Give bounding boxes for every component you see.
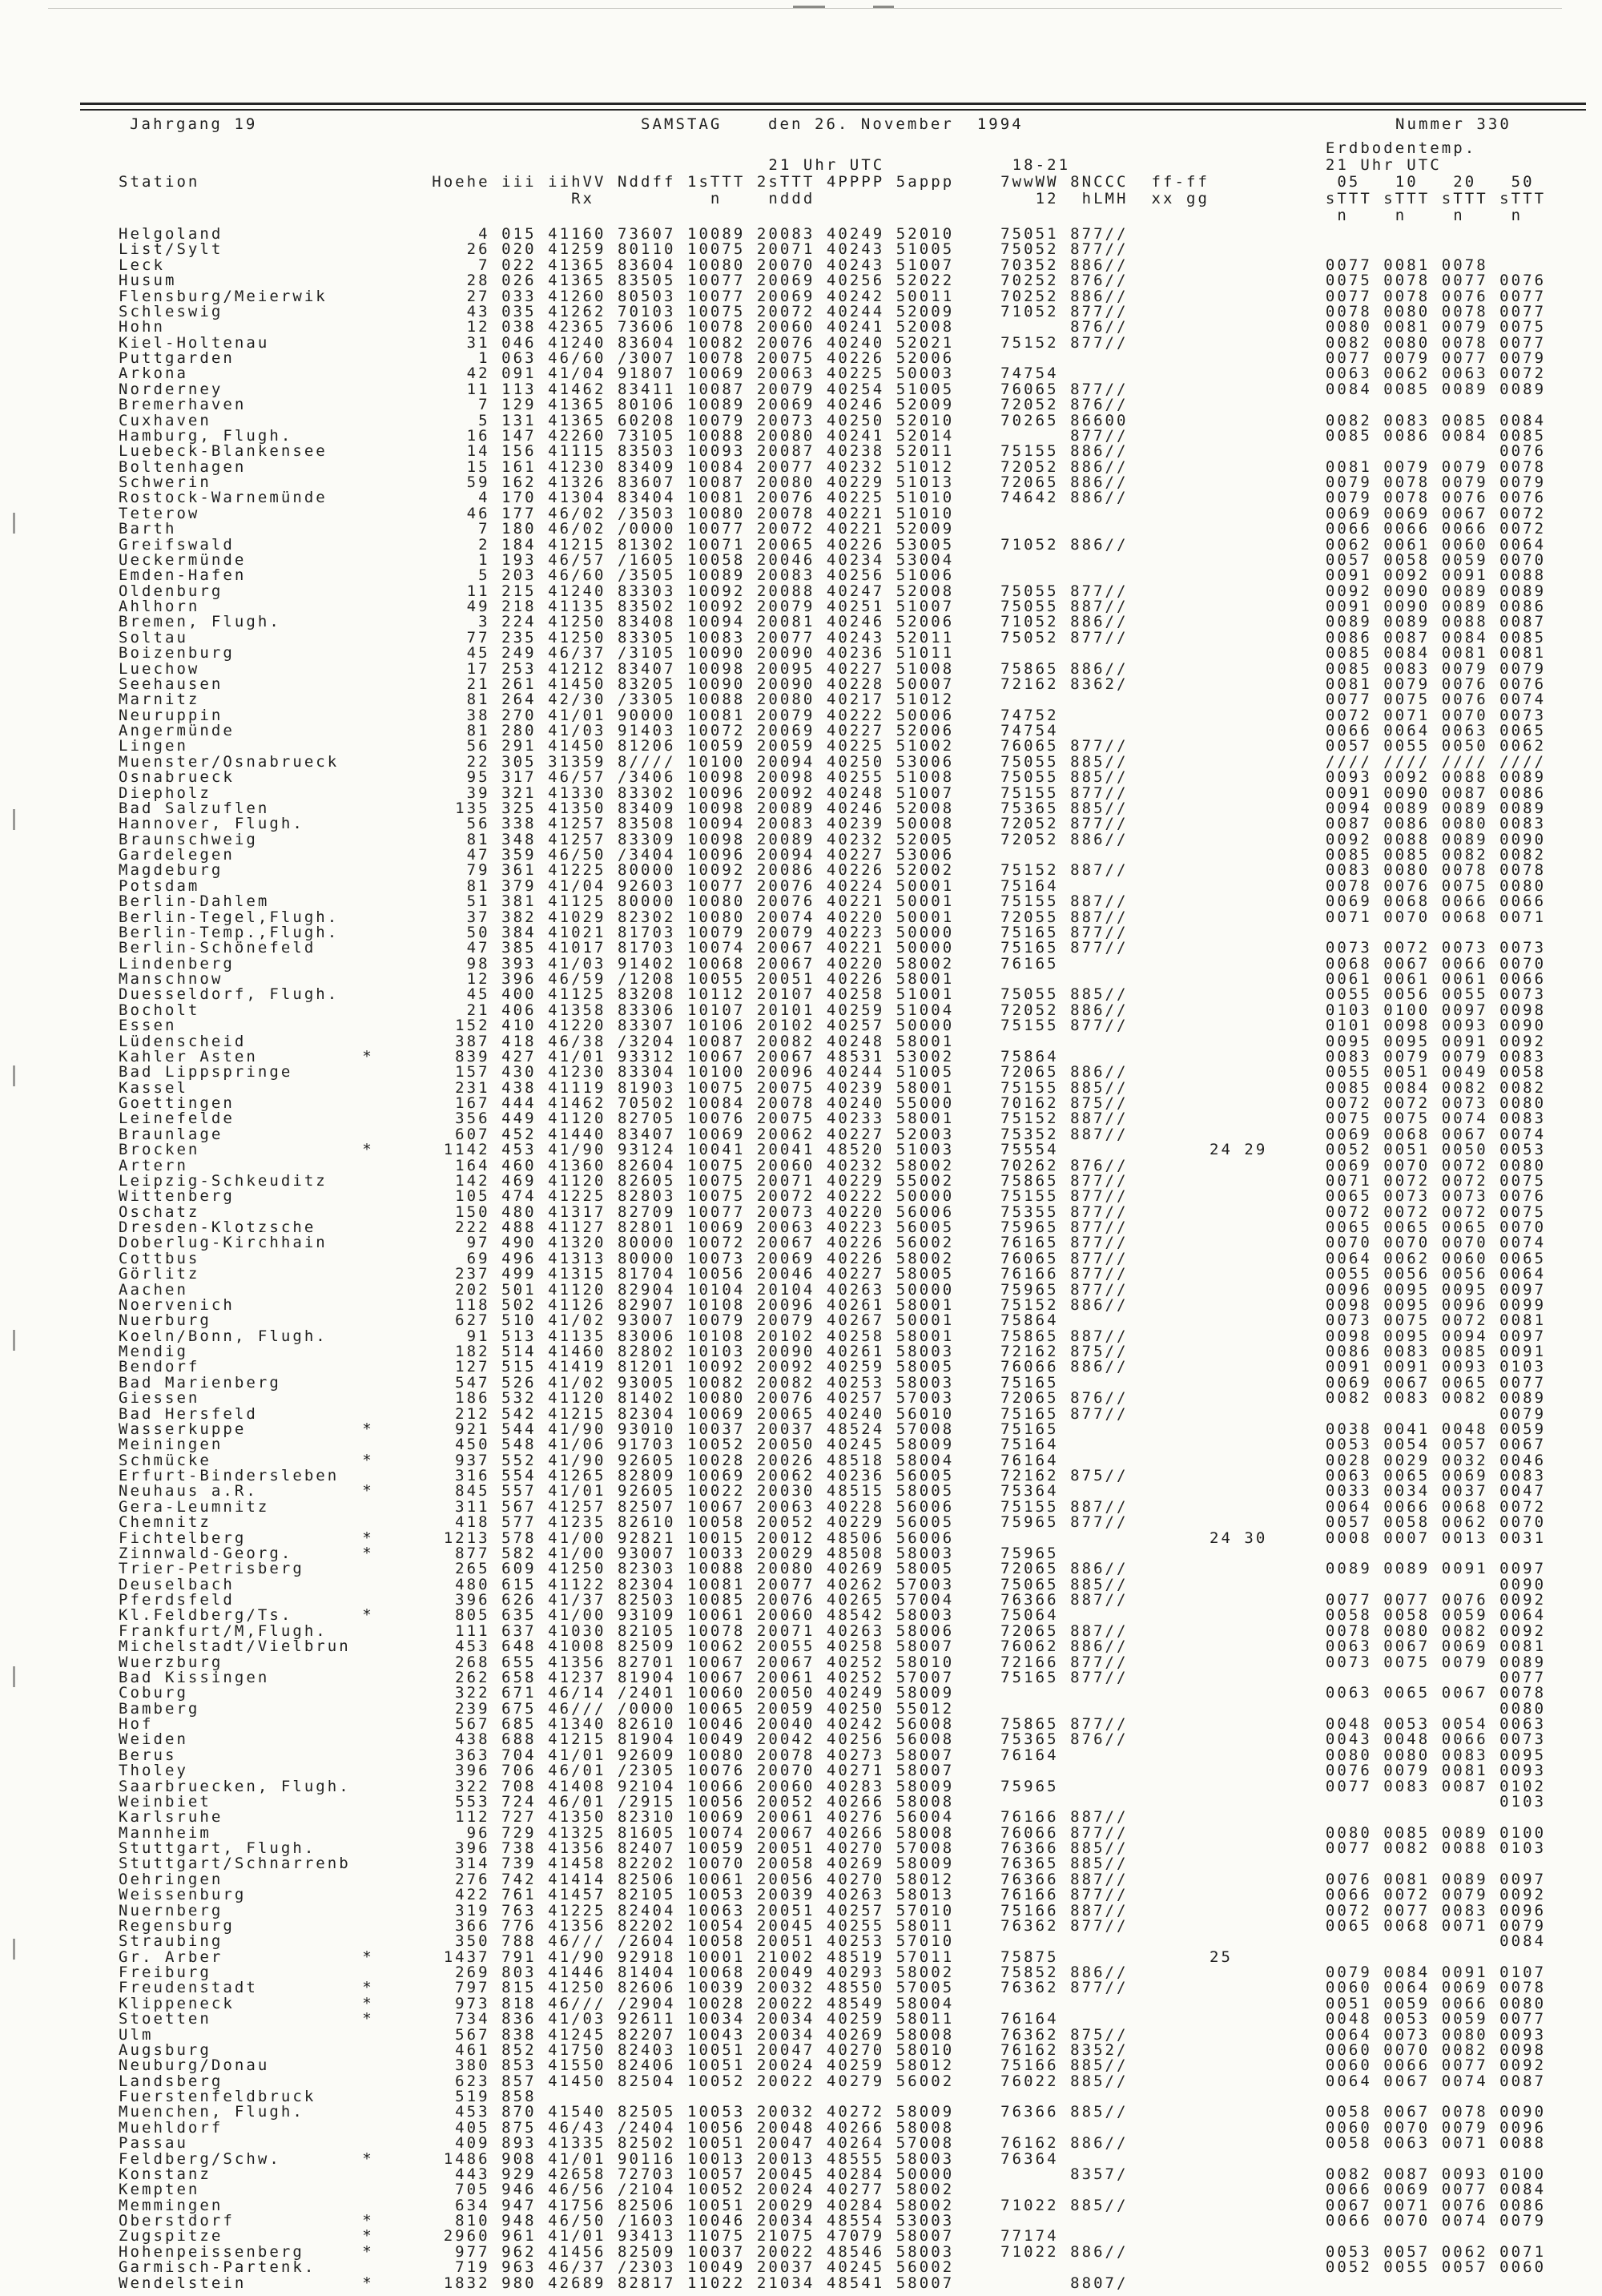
station-row: Bad Kissingen 262 658 41237 81904 10067 20061 40252 57007 75165 877// 0077 [119,1668,1547,1686]
station-row: Duesseldorf, Flugh. 45 400 41125 83208 10112 20107 40258 51001 75055 885// 0055 0056 0055 0073 [119,985,1547,1004]
station-row: Oschatz 150 480 41317 82709 10077 20073 40220 56006 75355 877// 0072 0072 0072 0075 [119,1202,1547,1221]
station-row: Berlin-Schönefeld 47 385 41017 81703 10074 20067 40221 50000 75165 877// 0073 0072 0073 0073 [119,939,1547,957]
station-row: Deuselbach 480 615 41122 82304 10081 20077 40262 57003 75065 885// 0090 [119,1575,1547,1593]
scan-artifact [13,1666,15,1687]
header-line-h4: Rx n nddd 12 hLMH xx gg sTTT sTTT sTTT sTTT [119,190,1547,207]
station-row: Feldberg/Schw. * 1486 908 41/01 90116 10013 20013 48555 58003 76364 [119,2149,1059,2168]
station-row: Stoetten * 734 836 41/03 92611 10034 20034 40259 58011 76164 0048 0053 0059 0077 [119,2010,1547,2028]
scan-artifact [793,6,825,8]
issue-number-label: Nummer 330 [1395,115,1511,133]
station-row: Wasserkuppe * 921 544 41/90 93010 10037 20037 48524 57008 75165 0038 0041 0048 0059 [119,1420,1547,1438]
station-row: Kl.Feldberg/Ts. * 805 635 41/00 93109 10061 20060 48542 58003 75064 0058 0058 0059 0064 [119,1606,1547,1625]
station-row: Berlin-Tegel,Flugh. 37 382 41029 82302 10080 20074 40220 50001 72055 887// 0071 0070 0068 0071 [119,908,1547,926]
station-row: Chemnitz 418 577 41235 82610 10058 20052 40229 56005 75965 877// 0057 0058 0062 0070 [119,1513,1547,1532]
station-row: Mendig 182 514 41460 82802 10103 20090 40261 58003 72162 875// 0086 0083 0085 0091 [119,1343,1547,1360]
station-row: Oldenburg 11 215 41240 83303 10092 20088 40247 52008 75055 877// 0092 0090 0089 0089 [119,582,1547,600]
station-row: Michelstadt/Vielbrun 453 648 41008 82509 10062 20055 40258 58007 76062 886// 0063 0067 0069 0081 [119,1637,1547,1656]
header-line-h1: Erdbodentemp. [119,139,1477,157]
station-row: Soltau 77 235 41250 83305 10083 20077 40243 52011 75052 877// 0086 0087 0084 0085 [119,628,1547,647]
station-row: Fichtelberg * 1213 578 41/00 92821 10015 20012 48506 56006 24 30 0008 0007 0013 0031 [119,1529,1547,1547]
station-row: Goettingen 167 444 41462 70502 10084 20078 40240 55000 70162 875// 0072 0072 0073 0080 [119,1094,1547,1112]
station-row: Luechow 17 253 41212 83407 10098 20095 40227 51008 75865 886// 0085 0083 0079 0079 [119,659,1547,678]
data-rows [119,227,1546,2291]
scan-artifact [48,8,1562,9]
station-row: Stuttgart/Schnarrenb 314 739 41458 82202 10070 20058 40269 58009 76365 885// [119,1855,1129,1873]
header-line-h5: n n n n [119,207,1524,224]
station-row: Hannover, Flugh. 56 338 41257 83508 10094 20083 40239 50008 72052 877// 0087 0086 0080 0083 [119,815,1547,833]
station-row: Klippeneck * 973 818 46/// /2904 10028 20022 48549 58004 0051 0059 0066 0080 [119,1994,1547,2012]
scan-artifact [13,1330,15,1351]
station-row: Diepholz 39 321 41330 83302 10096 20092 40248 51007 75155 877// 0091 0090 0087 0086 [119,783,1547,802]
top-rule-light [80,109,1586,111]
station-row: Muenchen, Flugh. 453 870 41540 82505 10053 20032 40272 58009 76366 885// 0058 0067 0078 0090 [119,2103,1547,2121]
station-row: Kiel-Holtenau 31 046 41240 83604 10082 20076 40240 52021 75152 877// 0082 0080 0078 0077 [119,333,1547,352]
station-row: Cottbus 69 496 41313 80000 10073 20069 40226 58002 76065 877// 0064 0062 0060 0065 [119,1249,1547,1267]
station-row: Giessen 186 532 41120 81402 10080 20076 40257 57003 72065 876// 0082 0083 0082 0089 [119,1389,1547,1408]
station-row: Nuernberg 319 763 41225 82404 10063 20051 40257 57010 75166 887// 0072 0077 0083 0096 [119,1901,1547,1919]
station-row: Zugspitze * 2960 961 41/01 93413 11075 21075 47079 58007 77174 [119,2227,1059,2246]
station-row: Straubing 350 788 46/// /2604 10058 20051 40253 57010 0084 [119,1932,1547,1951]
station-row: Cuxhaven 5 131 41365 60208 10079 20073 40250 52010 70265 86600 0082 0083 0085 0084 [119,411,1547,429]
station-row: Erfurt-Bindersleben 316 554 41265 82809 10069 20062 40236 56005 72162 875// 0063 0065 0069 0083 [119,1467,1547,1484]
station-row: Gr. Arber * 1437 791 41/90 92918 10001 21002 48519 57011 75875 25 [119,1948,1233,1966]
weekday-label: SAMSTAG [641,115,723,133]
station-row: Regensburg 366 776 41356 82202 10054 20045 40255 58011 76362 877// 0065 0068 0071 0079 [119,1916,1547,1935]
station-row: Bad Salzuflen 135 325 41350 83409 10098 20089 40246 52008 75365 885// 0094 0089 0089 0089 [119,799,1547,817]
station-row: Rostock-Warnemünde 4 170 41304 83404 10081 20076 40225 51010 74642 886// 0079 0078 0076 0076 [119,489,1547,507]
station-row: List/Sylt 26 020 41259 80110 10075 20071 40243 51005 75052 877// [119,240,1129,259]
station-row: Bad Marienberg 547 526 41/02 93005 10082 20082 40253 58003 75165 0069 0067 0065 0077 [119,1373,1547,1392]
station-row: Fuerstenfeldbruck 519 858 [119,2088,537,2105]
station-row: Osnabrueck 95 317 46/57 /3406 10098 20098 40255 51008 75055 885// 0093 0092 0088 0089 [119,768,1547,787]
station-row: Muenster/Osnabrueck 22 305 31359 8//// 10100 20094 40250 53006 75055 885// //// //// //// //// [119,752,1547,771]
station-row: Coburg 322 671 46/14 /2401 10060 20050 40249 58009 0063 0065 0067 0078 [119,1684,1547,1702]
station-row: Konstanz 443 929 42658 72703 10057 20045 40284 50000 8357/ 0082 0087 0093 0100 [119,2165,1547,2183]
station-row: Neuhaus a.R. * 845 557 41/01 92605 10022 20030 48515 58005 75364 0033 0034 0037 0047 [119,1482,1547,1500]
station-row: Manschnow 12 396 46/59 /1208 10055 20051 40226 58001 0061 0061 0061 0066 [119,970,1547,988]
station-row: Garmisch-Partenk. 719 963 46/37 /2303 10049 20037 40245 56002 0052 0055 0057 0060 [119,2258,1547,2277]
date-label: den 26. November 1994 [768,115,1024,133]
station-row: Augsburg 461 852 41750 82403 10051 20047 40270 58010 76162 8352/ 0060 0070 0082 0098 [119,2040,1547,2059]
station-row: Doberlug-Kirchhain 97 490 41320 80000 10072 20067 40226 56002 76165 877// 0070 0070 0070 0074 [119,1234,1547,1252]
station-row: Berus 363 704 41/01 92609 10080 20078 40273 58007 76164 0080 0080 0083 0095 [119,1746,1547,1764]
station-row: Kassel 231 438 41119 81903 10075 20075 40239 58001 75155 885// 0085 0084 0082 0082 [119,1078,1547,1097]
station-row: Puttgarden 1 063 46/60 /3007 10078 20075 40226 52006 0077 0079 0077 0079 [119,349,1547,367]
station-row: Helgoland 4 015 41160 73607 10089 20083 40249 52010 75051 877// [119,225,1129,243]
station-row: Arkona 42 091 41/04 91807 10069 20063 40225 50003 74754 0063 0062 0063 0072 [119,365,1547,383]
station-row: Freiburg 269 803 41446 81404 10068 20049 40293 58002 75852 886// 0079 0084 0091 0107 [119,1964,1547,1981]
station-row: Kempten 705 946 46/56 /2104 10052 20024 40277 58002 0066 0069 0077 0084 [119,2181,1547,2199]
header-line-h2: 21 Uhr UTC 18-21 21 Uhr UTC [119,156,1442,174]
station-row: Neuruppin 38 270 41/01 90000 10081 20079 40222 50006 74752 0072 0071 0070 0073 [119,706,1547,724]
top-rule-heavy [80,103,1586,105]
station-row: Schmücke * 937 552 41/90 92605 10028 20026 48518 58004 76164 0028 0029 0032 0046 [119,1451,1547,1469]
station-row: Essen 152 410 41220 83307 10106 20102 40257 50000 75155 877// 0101 0098 0093 0090 [119,1017,1547,1035]
station-row: Oberstdorf * 810 948 46/50 /1603 10046 20034 48554 53003 0066 0070 0074 0079 [119,2212,1547,2230]
station-row: Greifswald 2 184 41215 81302 10071 20065 40226 53005 71052 886// 0062 0061 0060 0064 [119,535,1547,554]
station-row: Hohn 12 038 42365 73606 10078 20060 40241 52008 876// 0080 0081 0079 0075 [119,318,1547,336]
station-row: Landsberg 623 857 41450 82504 10052 20022 40279 56002 76022 885// 0064 0067 0074 0087 [119,2072,1547,2090]
station-row: Weissenburg 422 761 41457 82105 10053 20039 40263 58013 76166 877// 0066 0072 0079 0092 [119,1886,1547,1904]
scan-artifact [13,1939,15,1960]
station-row: Tholey 396 706 46/01 /2305 10076 20070 40271 58007 0076 0079 0081 0093 [119,1762,1547,1780]
station-row: Muehldorf 405 875 46/43 /2404 10056 20048 40266 58008 0060 0070 0079 0096 [119,2118,1547,2137]
station-row: Artern 164 460 41360 82604 10075 20060 40232 58002 70262 876// 0069 0070 0072 0080 [119,1156,1547,1174]
station-row: Weinbiet 553 724 46/01 /2915 10056 20052 40266 58008 0103 [119,1792,1547,1811]
header-line-h3: Station Hoehe iii iihVV Nddff 1sTTT 2sTTT 4PPPP 5appp 7wwWW 8NCCC ff-ff 05 10 20 50 [119,173,1535,191]
station-row: Noervenich 118 502 41126 82907 10108 20096 40261 58001 75152 886// 0098 0095 0096 0099 [119,1295,1547,1314]
station-row: Lüdenscheid 387 418 46/38 /3204 10087 20082 40248 58001 0095 0095 0091 0092 [119,1032,1547,1050]
station-row: Saarbruecken, Flugh. 322 708 41408 92104 10066 20060 40283 58009 75965 0077 0083 0087 0102 [119,1777,1547,1795]
station-row: Bad Lippspringe 157 430 41230 83304 10100 20096 40244 51005 72065 886// 0055 0051 0049 0058 [119,1063,1547,1082]
station-row: Braunlage 607 452 41440 83407 10069 20062 40227 52003 75352 887// 0069 0068 0067 0074 [119,1125,1547,1143]
station-row: Gera-Leumnitz 311 567 41257 82507 10067 20063 40228 56006 75155 887// 0064 0066 0068 0072 [119,1497,1547,1516]
station-row: Trier-Petrisberg 265 609 41250 82303 10088 20080 40269 58005 72065 886// 0089 0089 0091 0097 [119,1560,1547,1578]
station-row: Barth 7 180 46/02 /0000 10077 20072 40221 52009 0066 0066 0066 0072 [119,520,1547,538]
station-row: Freudenstadt * 797 815 41250 82606 10039 20032 48550 57005 76362 877// 0060 0064 0069 0078 [119,1979,1547,1997]
station-row: Memmingen 634 947 41756 82506 10051 20029 40284 58002 71022 885// 0067 0071 0076 0086 [119,2196,1547,2214]
station-row: Luebeck-Blankensee 14 156 41115 83503 10093 20087 40238 52011 75155 886// 0076 [119,442,1547,461]
station-row: Bamberg 239 675 46/// /0000 10065 20059 40250 55012 0080 [119,1699,1547,1718]
station-row: Görlitz 237 499 41315 81704 10056 20046 40227 58005 76166 877// 0055 0056 0056 0064 [119,1265,1547,1283]
station-row: Frankfurt/M,Flugh. 111 637 41030 82105 10078 20071 40263 58006 72065 887// 0078 0080 0082 0092 [119,1621,1547,1640]
station-row: Bremerhaven 7 129 41365 80106 10089 20069 40246 52009 72052 876// [119,396,1129,414]
station-row: Berlin-Dahlem 51 381 41125 80000 10080 20076 40221 50001 75155 887// 0069 0068 0066 0066 [119,892,1547,911]
station-row: Husum 28 026 41365 83505 10077 20069 40256 52022 70252 876// 0075 0078 0077 0076 [119,272,1547,290]
station-row: Magdeburg 79 361 41225 80000 10092 20086 40226 52002 75152 887// 0083 0080 0078 0078 [119,861,1547,880]
station-row: Kahler Asten * 839 427 41/01 93312 10067 20067 48531 53002 75864 0083 0079 0079 0083 [119,1047,1547,1065]
station-row: Zinnwald-Georg. * 877 582 41/00 93007 10033 20029 48508 58003 75965 [119,1544,1059,1562]
column-headers [119,140,1546,224]
station-row: Teterow 46 177 46/02 /3503 10080 20078 40221 51010 0069 0069 0067 0072 [119,504,1547,522]
station-row: Pferdsfeld 396 626 41/37 82503 10085 20076 40265 57004 76366 887// 0077 0077 0076 0092 [119,1591,1547,1609]
station-row: Bocholt 21 406 41358 83306 10107 20101 40259 51004 72052 886// 0103 0100 0097 0098 [119,1001,1547,1019]
station-row: Wendelstein * 1832 980 42689 82817 11022 21034 48541 58007 8807/ [119,2274,1129,2292]
station-row: Boizenburg 45 249 46/37 /3105 10090 20090 40236 51011 0085 0084 0081 0081 [119,644,1547,663]
station-row: Schwerin 59 162 41326 83607 10087 20080 40229 51013 72065 886// 0079 0078 0079 0079 [119,473,1547,491]
station-row: Stuttgart, Flugh. 396 738 41356 82407 10059 20051 40270 57008 76366 885// 0077 0082 0088 0103 [119,1839,1547,1857]
station-row: Emden-Hafen 5 203 46/60 /3505 10089 20083 40256 51006 0091 0092 0091 0088 [119,566,1547,585]
station-row: Potsdam 81 379 41/04 92603 10077 20076 40224 50001 75164 0078 0076 0075 0080 [119,876,1547,895]
station-row: Neuburg/Donau 380 853 41550 82406 10051 20024 40259 58012 75166 885// 0060 0066 0077 0092 [119,2056,1547,2075]
station-row: Oehringen 276 742 41414 82506 10061 20056 40270 58012 76366 887// 0076 0081 0089 0097 [119,1870,1547,1888]
station-row: Lindenberg 98 393 41/03 91402 10068 20067 40220 58002 76165 0068 0067 0066 0070 [119,954,1547,973]
station-row: Bremen, Flugh. 3 224 41250 83408 10094 20081 40246 52006 71052 886// 0089 0089 0088 0087 [119,613,1547,631]
station-row: Nuerburg 627 510 41/02 93007 10079 20079 40267 50001 75864 0073 0075 0072 0081 [119,1311,1547,1330]
station-row: Norderney 11 113 41462 83411 10087 20079 40254 51005 76065 877// 0084 0085 0089 0089 [119,380,1547,398]
station-row: Passau 409 893 41335 82502 10051 20047 40264 57008 76162 886// 0058 0063 0071 0088 [119,2134,1547,2153]
station-row: Aachen 202 501 41120 82904 10104 20104 40263 50000 75965 877// 0096 0095 0095 0097 [119,1280,1547,1299]
station-row: Wittenberg 105 474 41225 82803 10075 20072 40222 50000 75155 877// 0065 0073 0073 0076 [119,1187,1547,1206]
station-row: Bendorf 127 515 41419 81201 10092 20092 40259 58005 76066 886// 0091 0091 0093 0103 [119,1358,1547,1376]
station-row: Ahlhorn 49 218 41135 83502 10092 20079 40251 51007 75055 887// 0091 0090 0089 0086 [119,598,1547,615]
station-row: Boltenhagen 15 161 41230 83409 10084 20077 40232 51012 72052 886// 0081 0079 0079 0078 [119,457,1547,476]
scan-artifact [13,809,15,830]
scan-artifact [13,1065,15,1086]
station-row: Hof 567 685 41340 82610 10046 20040 40242 56008 75865 877// 0048 0053 0054 0063 [119,1715,1547,1733]
masthead [119,115,1592,135]
station-row: Meiningen 450 548 41/06 91703 10052 20050 40245 58009 75164 0053 0054 0057 0067 [119,1436,1547,1454]
station-row: Ueckermünde 1 193 46/57 /1605 10058 20046 40234 53004 0057 0058 0059 0070 [119,550,1547,569]
station-row: Hohenpeissenberg * 977 962 41456 82509 10037 20022 48546 58003 71022 886// 0053 0057 0062 0071 [119,2242,1547,2261]
station-row: Dresden-Klotzsche 222 488 41127 82801 10069 20063 40223 56005 75965 877// 0065 0065 0065 0070 [119,1218,1547,1236]
station-row: Flensburg/Meierwik 27 033 41260 80503 10077 20069 40242 50011 70252 886// 0077 0078 0076 0077 [119,287,1547,305]
station-row: Ulm 567 838 41245 82207 10043 20034 40269 58008 76362 875// 0064 0073 0080 0093 [119,2025,1547,2044]
station-row: Brocken * 1142 453 41/90 93124 10041 20041 48520 51003 75554 24 29 0052 0051 0050 0053 [119,1141,1547,1159]
station-row: Leck 7 022 41365 83604 10080 20070 40243 51007 70352 886// 0077 0081 0078 [119,256,1488,274]
station-row: Berlin-Temp.,Flugh. 50 384 41021 81703 10079 20079 40223 50000 75165 877// [119,923,1129,941]
scan-artifact [873,6,894,8]
station-row: Leipzig-Schkeuditz 142 469 41120 82605 10075 20071 40229 55002 75865 877// 0071 0072 0072 0075 [119,1171,1547,1190]
station-row: Karlsruhe 112 727 41350 82310 10069 20061 40276 56004 76166 887// [119,1808,1129,1827]
station-row: Braunschweig 81 348 41257 83309 10098 20089 40232 52005 72052 886// 0092 0088 0089 0090 [119,830,1547,848]
volume-label: Jahrgang 19 [130,115,258,133]
station-row: Koeln/Bonn, Flugh. 91 513 41135 83006 10108 20102 40258 58001 75865 887// 0098 0095 0094 0097 [119,1327,1547,1345]
station-row: Hamburg, Flugh. 16 147 42260 73105 10088 20080 40241 52014 877// 0085 0086 0084 0085 [119,426,1547,445]
station-row: Angermünde 81 280 41/03 91403 10072 20069 40227 52006 74754 0066 0064 0063 0065 [119,722,1547,739]
station-row: Wuerzburg 268 655 41356 82701 10067 20067 40252 58010 72166 877// 0073 0075 0079 0089 [119,1653,1547,1671]
station-row: Seehausen 21 261 41450 83205 10090 20090 40228 50007 72162 8362/ 0081 0079 0076 0076 [119,675,1547,693]
station-row: Leinefelde 356 449 41120 82705 10076 20075 40233 58001 75152 887// 0075 0075 0074 0083 [119,1110,1547,1128]
station-row: Schleswig 43 035 41262 70103 10075 20072 40244 52009 71052 877// 0078 0080 0078 0077 [119,302,1547,320]
station-row: Marnitz 81 264 42/30 /3305 10088 20080 40217 51012 0077 0075 0076 0074 [119,691,1547,709]
station-row: Bad Hersfeld 212 542 41215 82304 10069 20065 40240 56010 75165 877// 0079 [119,1404,1547,1423]
station-row: Lingen 56 291 41450 81206 10059 20059 40225 51002 76065 877// 0057 0055 0050 0062 [119,737,1547,755]
station-row: Mannheim 96 729 41325 81605 10074 20067 40266 58008 76066 877// 0080 0085 0089 0100 [119,1823,1547,1842]
station-row: Gardelegen 47 359 46/50 /3404 10096 20094 40227 53006 0085 0085 0082 0082 [119,846,1547,864]
scan-artifact [13,513,15,534]
station-row: Weiden 438 688 41215 81904 10049 20042 40256 56008 75365 876// 0043 0048 0066 0073 [119,1730,1547,1749]
